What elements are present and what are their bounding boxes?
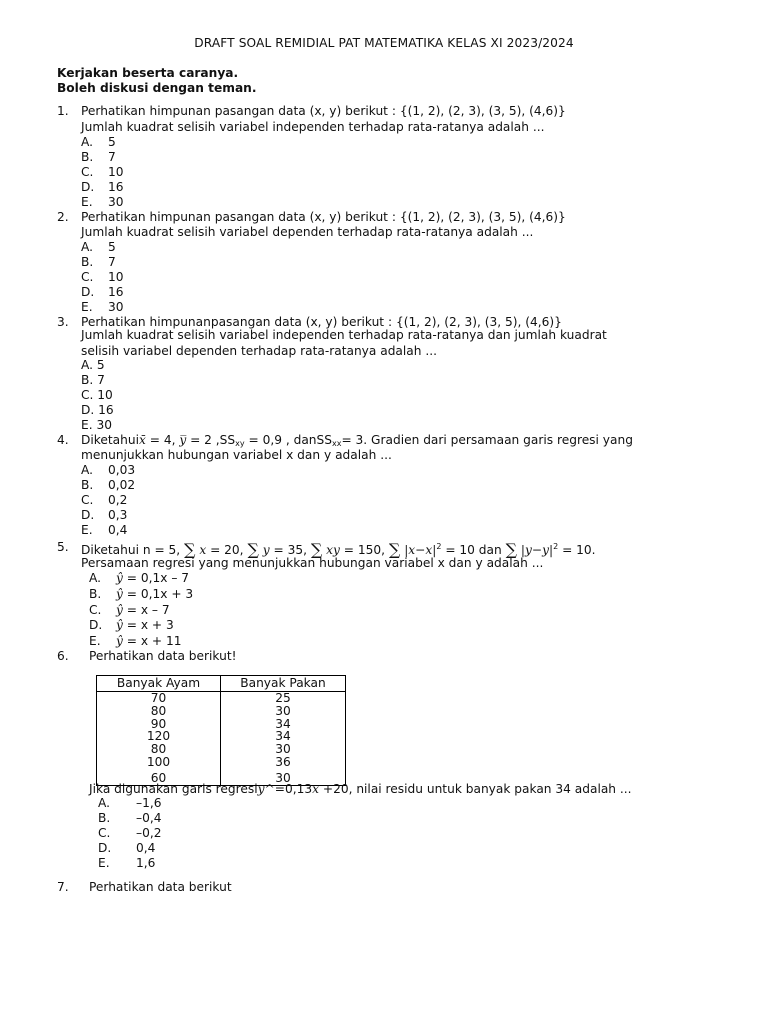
- question-text: Perhatikan data berikut: [89, 880, 232, 894]
- math-expression: x: [199, 543, 207, 557]
- table-row: [97, 705, 346, 718]
- option-letter: C.: [81, 270, 94, 284]
- question-text: Perhatikan himpunan pasangan data (x, y) berikut : {(1, 2), (2, 3), (3, 5), (4,6)}: [81, 104, 566, 118]
- option-letter: A.: [81, 463, 93, 477]
- sigma-symbol: ∑: [505, 540, 518, 559]
- y-bar-symbol: y̅: [179, 433, 187, 447]
- table-cell: 25: [221, 692, 346, 705]
- question-number: 2.: [57, 210, 69, 224]
- table-cell: 100: [97, 756, 221, 769]
- option-value: [116, 618, 174, 633]
- text-run: =0,13: [274, 782, 313, 796]
- option-value: [116, 587, 193, 602]
- superscript: 2: [553, 542, 559, 551]
- option-value: 30: [108, 195, 124, 209]
- option-letter: B.: [81, 255, 94, 269]
- math-expression: |x−x|: [404, 543, 437, 557]
- question-text: Persamaan regresi yang menunjukkan hubungan variabel x dan y adalah ...: [81, 556, 544, 570]
- table-row: [97, 730, 346, 743]
- option-letter: D.: [81, 285, 95, 299]
- option-letter: B.: [81, 150, 94, 164]
- question-number: 3.: [57, 315, 69, 329]
- text-run: Diketahui: [81, 433, 139, 447]
- option-value: 0,02: [108, 478, 136, 492]
- option-value: 1,6: [136, 856, 156, 870]
- question-text: Jumlah kuadrat selisih variabel independen terhadap rata-ratanya adalah ...: [81, 120, 545, 134]
- option-line: A. 5: [81, 358, 105, 372]
- sigma-symbol: ∑: [247, 540, 259, 559]
- option-line: B. 7: [81, 373, 105, 387]
- table-cell: 30: [221, 743, 346, 756]
- table-cell: 80: [97, 743, 221, 756]
- question-text: menunjukkan hubungan variabel x dan y adalah ...: [81, 448, 392, 462]
- option-value: 10: [108, 270, 124, 284]
- option-letter: A.: [89, 571, 101, 585]
- text-run: = 35,: [269, 543, 311, 557]
- text-run: = x – 7: [122, 603, 170, 617]
- text-run: = 3. Gradien dari persamaan garis regresi yang: [341, 433, 633, 447]
- option-letter: E.: [81, 300, 93, 314]
- option-letter: E.: [89, 634, 101, 648]
- option-letter: A.: [81, 240, 93, 254]
- question-text: Perhatikan himpunanpasangan data (x, y) berikut : {(1, 2), (2, 3), (3, 5), (4,6)}: [81, 315, 562, 329]
- text-run: = 150,: [339, 543, 389, 557]
- math-expression: y: [262, 543, 270, 557]
- option-value: [116, 571, 189, 586]
- table-header: Banyak Ayam: [97, 676, 221, 692]
- table-cell: 90: [97, 718, 221, 731]
- text-run: = x + 11: [122, 634, 182, 648]
- option-letter: A.: [98, 796, 110, 810]
- option-value: 0,3: [108, 508, 128, 522]
- table-row: [97, 692, 346, 705]
- question-number: 1.: [57, 104, 69, 118]
- question-text: Jumlah kuadrat selisih variabel independen terhadap rata-ratanya dan jumlah kuadrat: [81, 328, 607, 342]
- text-run: = 4,: [145, 433, 180, 447]
- table-cell: 30: [221, 705, 346, 718]
- option-letter: D.: [98, 841, 112, 855]
- option-value: 0,2: [108, 493, 128, 507]
- option-value: 30: [108, 300, 124, 314]
- text-run: = 10 dan: [441, 543, 506, 557]
- table-row: [97, 718, 346, 731]
- x-variable: x: [312, 782, 319, 796]
- option-letter: E.: [98, 856, 110, 870]
- table-cell: 70: [97, 692, 221, 705]
- question-number: 6.: [57, 649, 69, 663]
- option-value: 5: [108, 135, 116, 149]
- question-text: Perhatikan himpunan pasangan data (x, y) berikut : {(1, 2), (2, 3), (3, 5), (4,6)}: [81, 210, 566, 224]
- option-value: 0,4: [136, 841, 156, 855]
- option-value: 7: [108, 150, 116, 164]
- question-number: 4.: [57, 433, 69, 447]
- option-letter: C.: [81, 165, 94, 179]
- text-run: = 0,9 , danSS: [244, 433, 332, 447]
- option-letter: A.: [81, 135, 93, 149]
- superscript: 2: [436, 542, 442, 551]
- option-letter: C.: [98, 826, 111, 840]
- table-cell: 30: [221, 769, 346, 786]
- y-hat-symbol: ŷ: [116, 634, 123, 648]
- option-line: D. 16: [81, 403, 114, 417]
- text-run: = 2 ,SS: [186, 433, 236, 447]
- text-run: = x + 3: [122, 618, 174, 632]
- sigma-symbol: ∑: [388, 540, 401, 559]
- y-hat-symbol: ŷ: [116, 571, 123, 585]
- document-title: DRAFT SOAL REMIDIAL PAT MATEMATIKA KELAS XI 2023/2024: [194, 36, 574, 50]
- x-bar-symbol: x̄: [138, 433, 146, 447]
- option-value: 10: [108, 165, 124, 179]
- text-run: = 20,: [206, 543, 248, 557]
- option-value: –1,6: [136, 796, 162, 810]
- option-letter: B.: [81, 478, 94, 492]
- sigma-symbol: ∑: [184, 540, 196, 559]
- subscript: xx: [332, 439, 342, 448]
- math-expression: xy: [326, 543, 340, 557]
- option-letter: C.: [89, 603, 102, 617]
- math-expression: |y−y|: [520, 543, 554, 557]
- y-hat-symbol: ŷ: [116, 603, 123, 617]
- table-cell: 36: [221, 756, 346, 769]
- table-row: [97, 756, 346, 769]
- table-row: [97, 743, 346, 756]
- question-text: selisih variabel dependen terhadap rata-ratanya adalah ...: [81, 344, 437, 358]
- table-cell: 80: [97, 705, 221, 718]
- option-letter: E.: [81, 523, 93, 537]
- option-value: 16: [108, 180, 124, 194]
- data-table: [96, 675, 346, 786]
- question-text: Perhatikan data berikut!: [89, 649, 237, 663]
- y-hat-symbol: y^: [257, 782, 275, 796]
- question-text: Jumlah kuadrat selisih variabel dependen terhadap rata-ratanya adalah ...: [81, 225, 534, 239]
- text-run: Jika digunakan garis regresi: [89, 782, 258, 796]
- question-number: 5.: [57, 540, 69, 554]
- option-value: –0,4: [136, 811, 162, 825]
- text-run: Diketahui n = 5,: [81, 543, 185, 557]
- option-letter: E.: [81, 195, 93, 209]
- table-cell: 60: [97, 769, 221, 786]
- text-run: +20, nilai residu untuk banyak pakan 34 adalah ...: [318, 782, 632, 796]
- option-letter: D.: [81, 508, 95, 522]
- question-number: 7.: [57, 880, 69, 894]
- table-header: Banyak Pakan: [221, 676, 346, 692]
- option-letter: D.: [89, 618, 103, 632]
- instruction-line: Kerjakan beserta caranya.: [57, 66, 239, 80]
- y-hat-symbol: ŷ: [116, 618, 123, 632]
- option-line: C. 10: [81, 388, 113, 402]
- table-cell: 120: [97, 730, 221, 743]
- subscript: xy: [235, 439, 245, 448]
- option-value: 0,4: [108, 523, 128, 537]
- y-hat-symbol: ŷ: [116, 587, 123, 601]
- option-value: [116, 634, 182, 649]
- table-cell: 34: [221, 730, 346, 743]
- sigma-symbol: ∑: [310, 540, 323, 559]
- option-value: [116, 603, 170, 618]
- instruction-line: Boleh diskusi dengan teman.: [57, 81, 257, 95]
- option-letter: B.: [89, 587, 102, 601]
- table-header-row: [97, 676, 346, 692]
- table-cell: 34: [221, 718, 346, 731]
- text-run: = 10.: [558, 543, 596, 557]
- option-letter: B.: [98, 811, 111, 825]
- option-letter: D.: [81, 180, 95, 194]
- text-run: = 0,1x – 7: [122, 571, 190, 585]
- option-value: 5: [108, 240, 116, 254]
- question-text: [89, 782, 632, 797]
- option-value: 16: [108, 285, 124, 299]
- option-value: 0,03: [108, 463, 136, 477]
- text-run: = 0,1x + 3: [122, 587, 194, 601]
- option-letter: C.: [81, 493, 94, 507]
- instructions: [57, 66, 257, 96]
- option-line: E. 30: [81, 418, 112, 432]
- option-value: 7: [108, 255, 116, 269]
- option-value: –0,2: [136, 826, 162, 840]
